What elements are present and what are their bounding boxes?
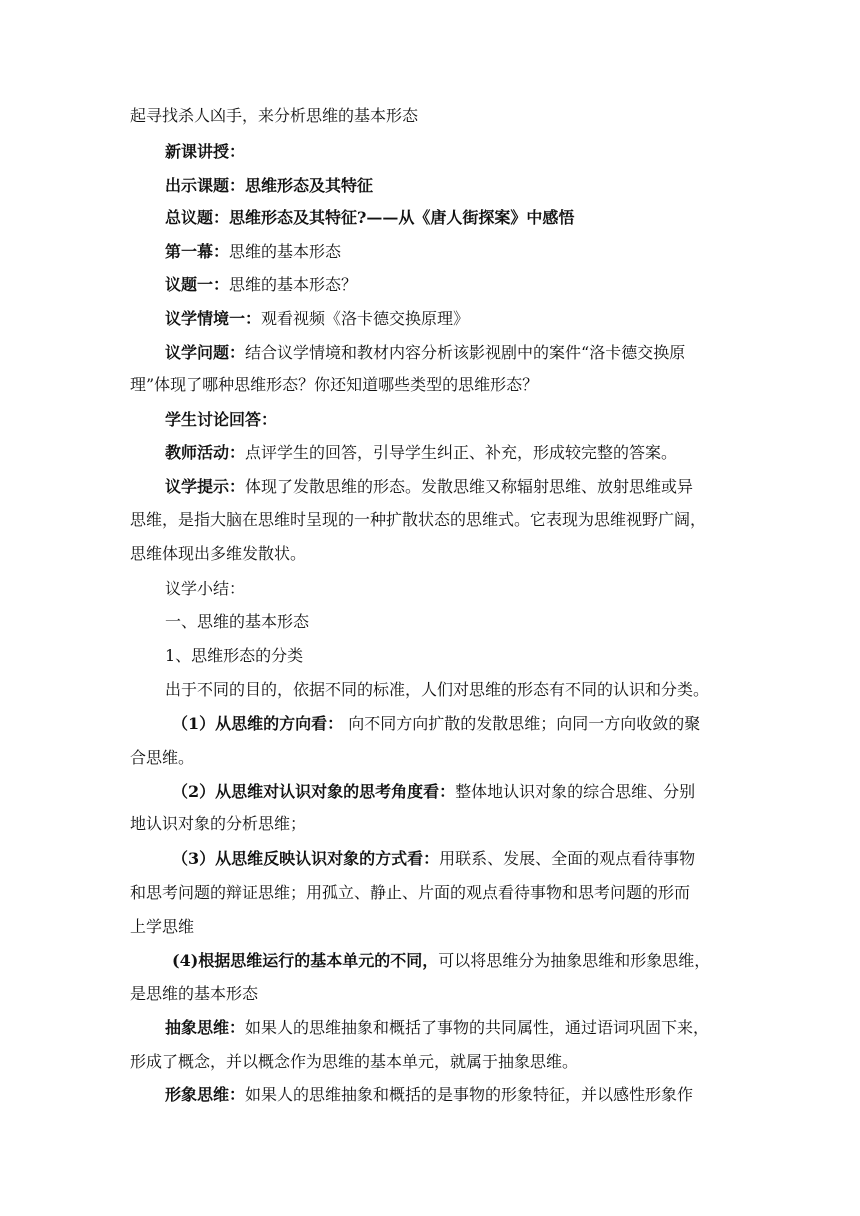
subsection-heading bbox=[165, 644, 303, 668]
body-text: 议学小结： bbox=[165, 579, 246, 598]
bold-label: （2）从思维对认识对象的思考角度看： bbox=[172, 782, 456, 801]
paragraph-line bbox=[130, 104, 418, 128]
paragraph-line bbox=[165, 577, 245, 601]
bold-heading: 总议题：思维形态及其特征?——从《唐人街探案》中感悟 bbox=[165, 208, 575, 227]
paragraph-line bbox=[130, 508, 706, 532]
paragraph-line bbox=[130, 881, 690, 905]
bold-label: (4)根据思维运行的基本单元的不同， bbox=[172, 951, 439, 970]
body-text: 形成了概念，并以概念作为思维的基本单元，就属于抽象思维。 bbox=[130, 1052, 579, 1071]
paragraph-line bbox=[130, 915, 194, 939]
bold-label: （1）从思维的方向看： bbox=[172, 714, 344, 733]
body-text: 思维的基本形态 bbox=[229, 242, 342, 261]
paragraph-line bbox=[165, 273, 357, 297]
bold-heading: 出示课题：思维形态及其特征 bbox=[165, 176, 374, 195]
body-text: 思维体现出多维发散状。 bbox=[130, 544, 307, 563]
paragraph-line bbox=[172, 949, 710, 973]
body-text: 出于不同的目的，依据不同的标准，人们对思维的形态有不同的认识和分类。 bbox=[165, 680, 710, 699]
heading-line bbox=[165, 408, 277, 432]
body-text: 一、思维的基本形态 bbox=[165, 612, 310, 631]
body-text: 向不同方向扩散的发散思维；向同一方向收敛的聚 bbox=[343, 714, 701, 733]
paragraph-line bbox=[165, 475, 693, 499]
bold-label: 议学情境一： bbox=[165, 309, 262, 328]
paragraph-line bbox=[165, 678, 709, 702]
body-text: 体现了发散思维的形态。发散思维又称辐射思维、放射思维或异 bbox=[245, 477, 694, 496]
bold-heading: 新课讲授： bbox=[165, 142, 246, 161]
bold-label: 抽象思维： bbox=[165, 1018, 246, 1037]
bold-label: 形象思维： bbox=[165, 1085, 246, 1104]
paragraph-line bbox=[165, 441, 677, 465]
paragraph-line bbox=[130, 1050, 578, 1074]
body-text: 思维，是指大脑在思维时呈现的一种扩散状态的思维式。它表现为思维视野广阔， bbox=[130, 510, 707, 529]
bold-label: 议题一： bbox=[165, 275, 230, 294]
paragraph-line bbox=[165, 341, 685, 365]
bold-heading: 学生讨论回答： bbox=[165, 410, 278, 429]
section-heading bbox=[165, 610, 309, 634]
body-text: 思维的基本形态？ bbox=[229, 275, 358, 294]
body-text: 可以将思维分为抽象思维和形象思维， bbox=[438, 951, 711, 970]
paragraph-line bbox=[165, 1083, 693, 1107]
paragraph-line bbox=[130, 746, 194, 770]
paragraph-line bbox=[172, 712, 700, 736]
body-text: 结合议学情境和教材内容分析该影视剧中的案件“洛卡德交换原 bbox=[245, 343, 686, 362]
heading-line bbox=[165, 140, 245, 164]
body-text: 点评学生的回答，引导学生纠正、补充，形成较完整的答案。 bbox=[245, 443, 678, 462]
paragraph-line bbox=[165, 1016, 709, 1040]
body-text: 用联系、发展、全面的观点看待事物 bbox=[439, 849, 696, 868]
bold-label: 议学提示： bbox=[165, 477, 246, 496]
paragraph-line bbox=[165, 240, 341, 264]
body-text: 1、思维形态的分类 bbox=[165, 646, 304, 665]
paragraph-line bbox=[172, 847, 695, 871]
body-text: 观看视频《洛卡德交换原理》 bbox=[261, 309, 470, 328]
body-text: 起寻找杀人凶手，来分析思维的基本形态 bbox=[130, 106, 419, 125]
bold-label: 议学问题： bbox=[165, 343, 246, 362]
body-text: 如果人的思维抽象和概括了事物的共同属性，通过语词巩固下来， bbox=[245, 1018, 710, 1037]
paragraph-line bbox=[172, 780, 695, 804]
body-text: 合思维。 bbox=[130, 748, 195, 767]
body-text: 地认识对象的分析思维； bbox=[130, 814, 307, 833]
bold-label: 第一幕： bbox=[165, 242, 230, 261]
body-text: 是思维的基本形态 bbox=[130, 984, 259, 1003]
body-text: 上学思维 bbox=[130, 917, 195, 936]
body-text: 如果人的思维抽象和概括的是事物的形象特征，并以感性形象作 bbox=[245, 1085, 694, 1104]
heading-line bbox=[165, 174, 373, 198]
body-text: 和思考问题的辩证思维；用孤立、静止、片面的观点看待事物和思考问题的形而 bbox=[130, 883, 691, 902]
paragraph-line bbox=[165, 307, 469, 331]
paragraph-line bbox=[130, 373, 538, 397]
bold-label: 教师活动： bbox=[165, 443, 246, 462]
paragraph-line bbox=[130, 982, 258, 1006]
paragraph-line bbox=[130, 542, 306, 566]
paragraph-line bbox=[130, 812, 306, 836]
body-text: 理”体现了哪种思维形态？你还知道哪些类型的思维形态？ bbox=[130, 375, 539, 394]
body-text: 整体地认识对象的综合思维、分别 bbox=[455, 782, 696, 801]
bold-label: （3）从思维反映认识对象的方式看： bbox=[172, 849, 440, 868]
heading-line bbox=[165, 206, 574, 230]
